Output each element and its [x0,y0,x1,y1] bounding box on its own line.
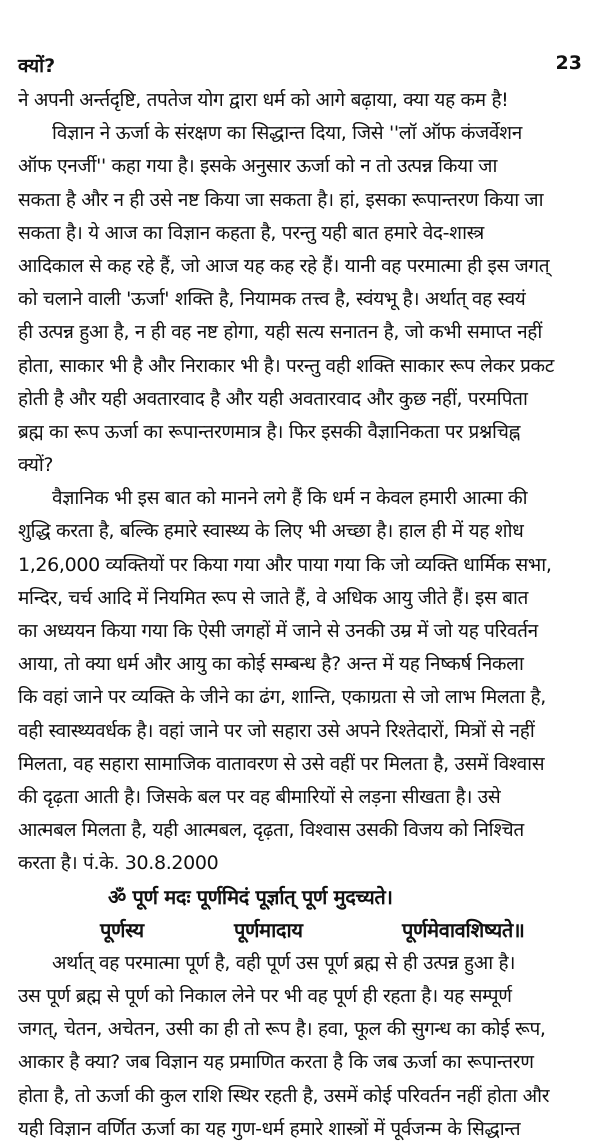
text-line: उस पूर्ण ब्रह्म से पूर्ण को निकाल लेने पर भी वह पूर्ण ही रहता है। यह सम्पूर्ण [18,985,512,1008]
text-line: कि वहां जाने पर व्यक्ति के जीने का ढंग, शान्ति, एकाग्रता से जो लाभ मिलता है, [18,686,546,709]
text-line: को चलाने वाली 'ऊर्जा' शक्ति है, नियामक तत्त्व है, स्वंयभू है। अर्थात् वह स्वयं [18,288,526,311]
shloka-line-2 [18,914,584,947]
text-line: 1,26,000 व्यक्तियों पर किया गया और पाया गया कि जो व्यक्ति धार्मिक सभा, [18,553,552,576]
text-line: ब्रह्म का रूप ऊर्जा का रूपान्तरणमात्र है। फिर इसकी वैज्ञानिकता पर प्रश्नचिह्न [18,420,521,443]
shloka-word-1: पूर्णस्य [100,917,144,942]
paragraph-start-line: वैज्ञानिक भी इस बात को मानने लगे हैं कि धर्म न केवल हमारी आत्मा की [52,487,528,510]
page-number: 23 [555,52,582,74]
text-line: ही उत्पन्न हुआ है, न ही वह नष्ट होगा, यही सत्य सनातन है, जो कभी समाप्त नहीं [18,321,542,344]
text-line: आया, तो क्या धर्म और आयु का कोई सम्बन्ध है? अन्त में यह निष्कर्ष निकला [18,653,524,676]
text-line: आदिकाल से कह रहे हैं, जो आज यह कह रहे हैं। यानी वह परमात्मा ही इस जगत् [18,254,550,277]
citation-line: करता है। पं.के. 30.8.2000 [18,852,219,875]
text-line: जगत्, चेतन, अचेतन, उसी का ही तो रूप है। हवा, फूल की सुगन्ध का कोई रूप, [18,1018,546,1041]
page-header [18,52,582,80]
text-line: की दृढ़ता आती है। जिसके बल पर वह बीमारियों से लड़ना सीखता है। उसे [18,785,501,808]
text-line: होता है, तो ऊर्जा की कुल राशि स्थिर रहती है, उसमें कोई परिवर्तन नहीं होता और [18,1084,550,1107]
shloka-word-2: पूर्णमादाय [234,917,303,942]
running-title: क्यों? [18,55,56,77]
text-line: सकता है। ये आज का विज्ञान कहता है, परन्तु यही बात हमारे वेद-शास्त्र [18,221,484,244]
text-line: सकता है और न ही उसे नष्ट किया जा सकता है। हां, इसका रूपान्तरण किया जा [18,188,544,211]
shloka-word-3: पूर्णमेवावशिष्यते॥ [402,917,525,942]
text-line: होती है और यही अवतारवाद है और यही अवतारवाद और कुछ नहीं, परमपिता [18,387,528,410]
paragraph-start-line: अर्थात् वह परमात्मा पूर्ण है, वही पूर्ण उस पूर्ण ब्रह्म से ही उत्पन्न हुआ है। [52,951,516,974]
text-line: आत्मबल मिलता है, यही आत्मबल, दृढ़ता, विश्वास उसकी विजय को निश्चित [18,819,524,842]
text-line: आकार है क्या? जब विज्ञान यह प्रमाणित करता है कि जब ऊर्जा का रूपान्तरण [18,1051,534,1074]
text-line: होता, साकार भी है और निराकार भी है। परन्तु वही शक्ति साकार रूप लेकर प्रकट [18,354,554,377]
text-line: मिलता, वह सहारा सामाजिक वातावरण से उसे वहीं पर मिलता है, उसमें विश्वास [18,752,545,775]
text-line: ने अपनी अर्न्तदृष्टि, तपतेज योग द्वारा धर्म को आगे बढ़ाया, क्या यह कम है! [18,89,509,111]
body-text [18,84,584,1146]
paragraph-start-line: विज्ञान ने ऊर्जा के संरक्षण का सिद्धान्त दिया, जिसे ''लॉ ऑफ कंजर्वेशन [52,122,522,145]
text-line: शुद्धि करता है, बल्कि हमारे स्वास्थ्य के लिए भी अच्छा है। हाल ही में यह शोध [18,520,524,543]
text-line: मन्दिर, चर्च आदि में नियमित रूप से जाते हैं, वे अधिक आयु जीते हैं। इस बात [18,586,529,609]
text-line: क्यों? [18,454,54,477]
text-line: यही विज्ञान वर्णित ऊर्जा का यह गुण-धर्म हमारे शास्त्रों में पूर्वजन्म के सिद्धान्त [18,1117,521,1140]
text-line: का अध्ययन किया गया कि ऐसी जगहों में जाने से उनकी उम्र में जो यह परिवर्तन [18,620,538,642]
text-line: ऑफ एनर्जी'' कहा गया है। इसके अनुसार ऊर्जा को न तो उत्पन्न किया जा [18,155,498,178]
shloka-line-1: ॐ पूर्ण मदः पूर्णमिदं पूर्ज्ञात् पूर्ण मुदच्यते। [108,884,393,909]
text-line: वही स्वास्थ्यवर्धक है। वहां जाने पर जो सहारा उसे अपने रिश्तेदारों, मित्रों से नहीं [18,719,535,742]
